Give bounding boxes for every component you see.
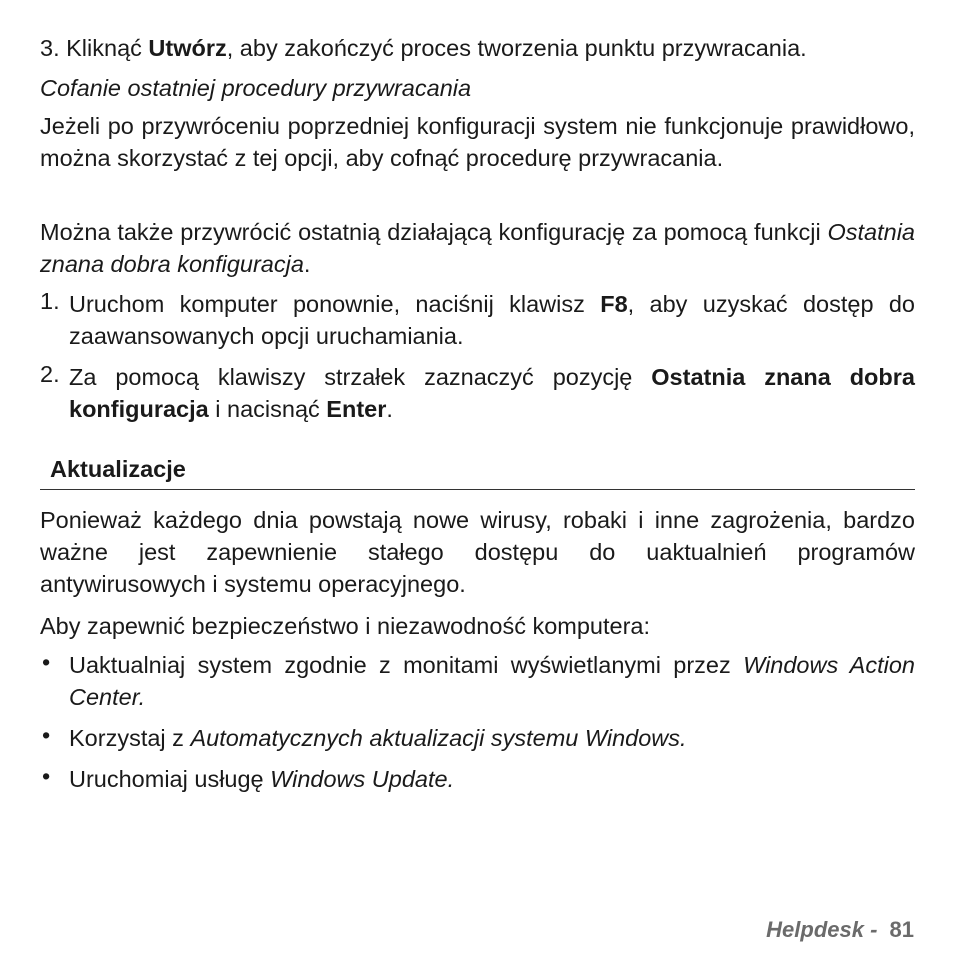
last-good-italic: Ostatnia znana dobra konfiguracja xyxy=(40,219,915,277)
last-good-end: . xyxy=(303,251,311,277)
numbered-item-1 xyxy=(40,288,915,352)
numbered-item-2-number: 2. xyxy=(40,361,60,387)
bullet-item-1-italic: Windows Action Center. xyxy=(69,652,915,710)
numbered-item-1-number: 1. xyxy=(40,288,60,314)
bullet-item-1-pre: Uaktualniaj system zgodnie z monitami wyświetlanymi przez xyxy=(69,652,744,678)
step-3-bold: Utwórz xyxy=(148,35,227,61)
footer-label: Helpdesk - xyxy=(766,917,884,942)
numbered-item-1-text xyxy=(69,288,915,352)
numbered-item-1-bold: F8 xyxy=(600,291,628,317)
numbered-item-2-post: . xyxy=(386,396,393,422)
numbered-item-2 xyxy=(40,361,915,425)
last-good-paragraph xyxy=(40,216,915,280)
bullet-item-3-marker: • xyxy=(42,763,51,789)
bullet-item-3 xyxy=(40,763,915,795)
bullet-item-3-pre: Uruchomiaj usługę xyxy=(69,766,271,792)
numbered-item-2-pre: Za pomocą klawiszy strzałek zaznaczyć pozycję xyxy=(69,364,652,390)
section-heading-rule xyxy=(40,451,915,490)
bullet-item-3-italic: Windows Update. xyxy=(270,766,455,792)
bullet-item-2 xyxy=(40,722,915,754)
numbered-item-2-mid: i nacisnąć xyxy=(208,396,327,422)
numbered-item-1-post: , aby uzyskać dostęp do zaawansowanych opcji uruchamiania. xyxy=(69,291,915,349)
step-3-suffix: , aby zakończyć proces tworzenia punktu przywracania. xyxy=(226,35,807,61)
bullet-item-2-text xyxy=(69,722,915,754)
undo-paragraph: Jeżeli po przywróceniu poprzedniej konfiguracji system nie funkcjonuje prawidłowo, można skorzystać z tej opcji, aby cofnąć procedurę przywracania. xyxy=(40,113,915,171)
numbered-item-1-pre: Uruchom komputer ponownie, naciśnij klawisz xyxy=(69,291,601,317)
bullet-item-2-marker: • xyxy=(42,722,51,748)
updates-paragraph: Ponieważ każdego dnia powstają nowe wirusy, robaki i inne zagrożenia, bardzo ważne jest zapewnienie stałego dostępu do uaktualnień programów antywirusowych i systemu operacyjnego. xyxy=(40,507,915,597)
bullet-item-1-marker: • xyxy=(42,649,51,675)
numbered-item-2-text xyxy=(69,361,915,425)
bullet-item-2-pre: Korzystaj z xyxy=(69,725,191,751)
bullet-item-3-text xyxy=(69,763,915,795)
bullet-item-1 xyxy=(40,649,915,713)
page-footer xyxy=(766,914,914,946)
page-number: 81 xyxy=(889,917,914,942)
numbered-item-2-bold2: Enter xyxy=(326,396,387,422)
section-heading: Aktualizacje xyxy=(50,456,186,482)
undo-subtitle: Cofanie ostatniej procedury przywracania xyxy=(40,75,472,101)
bullet-item-1-text xyxy=(69,649,915,713)
step-3-prefix: 3. Kliknąć xyxy=(40,35,149,61)
secure-intro: Aby zapewnić bezpieczeństwo i niezawodność komputera: xyxy=(40,613,651,639)
step-3-text xyxy=(40,32,807,64)
numbered-item-2-bold: Ostatnia znana dobra konfiguracja xyxy=(69,364,915,422)
last-good-text: Można także przywrócić ostatnią działającą konfigurację za pomocą funkcji xyxy=(40,219,828,245)
bullet-item-2-italic: Automatycznych aktualizacji systemu Windows. xyxy=(190,725,687,751)
